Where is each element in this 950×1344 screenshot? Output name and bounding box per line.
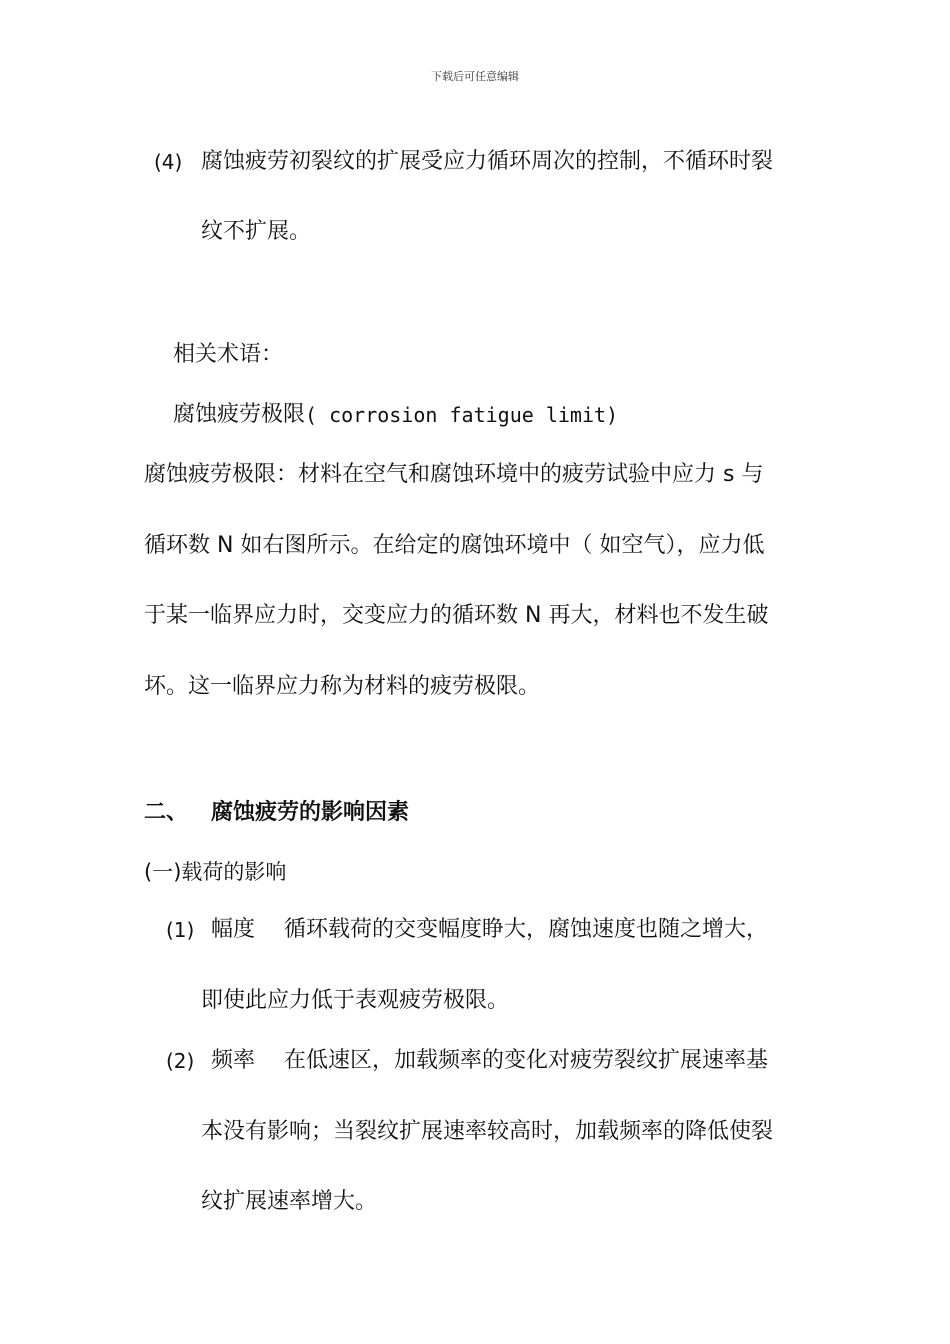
term-en: ( corrosion fatigue limit) — [305, 403, 619, 427]
factor-2-line-2: 本没有影响；当裂纹扩展速率较高时，加载频率的降低使裂 — [201, 1119, 774, 1144]
definition-line-1: 腐蚀疲劳极限：材料在空气和腐蚀环境中的疲劳试验中应力 s 与 — [144, 462, 764, 487]
item-4-number: (4) — [154, 150, 183, 174]
factor-2-line-1: 在低速区，加载频率的变化对疲劳裂纹扩展速率基 — [284, 1048, 769, 1073]
header-note: 下载后可任意编辑 — [431, 70, 519, 83]
factor-1-name: 幅度 — [211, 917, 256, 942]
definition-line-2: 循环数 N 如右图所示。在给定的腐蚀环境中（ 如空气），应力低 — [144, 533, 765, 558]
factor-2-number: (2) — [166, 1049, 195, 1073]
term-cn: 腐蚀疲劳极限 — [173, 402, 306, 427]
item-4-line-2: 纹不扩展。 — [201, 219, 312, 244]
definition-line-3: 于某一临界应力时，交变应力的循环数 N 再大，材料也不发生破 — [144, 603, 769, 628]
section-2-title: 腐蚀疲劳的影响因素 — [211, 800, 410, 825]
factor-2-line-3: 纹扩展速率增大。 — [201, 1189, 378, 1214]
item-4-line-1: 腐蚀疲劳初裂纹的扩展受应力循环周次的控制，不循环时裂 — [201, 149, 774, 174]
factor-2-name: 频率 — [211, 1048, 256, 1073]
factor-1-line-2: 即使此应力低于表观疲劳极限。 — [201, 988, 510, 1013]
factor-1-line-1: 循环载荷的交变幅度睁大，腐蚀速度也随之增大， — [284, 917, 769, 942]
subsection-1-title: (一)载荷的影响 — [144, 860, 287, 884]
factor-1-number: (1) — [166, 918, 195, 942]
definition-line-4: 坏。这一临界应力称为材料的疲劳极限。 — [144, 674, 541, 699]
terms-title: 相关术语： — [173, 342, 284, 367]
section-2-number: 二、 — [144, 800, 189, 825]
